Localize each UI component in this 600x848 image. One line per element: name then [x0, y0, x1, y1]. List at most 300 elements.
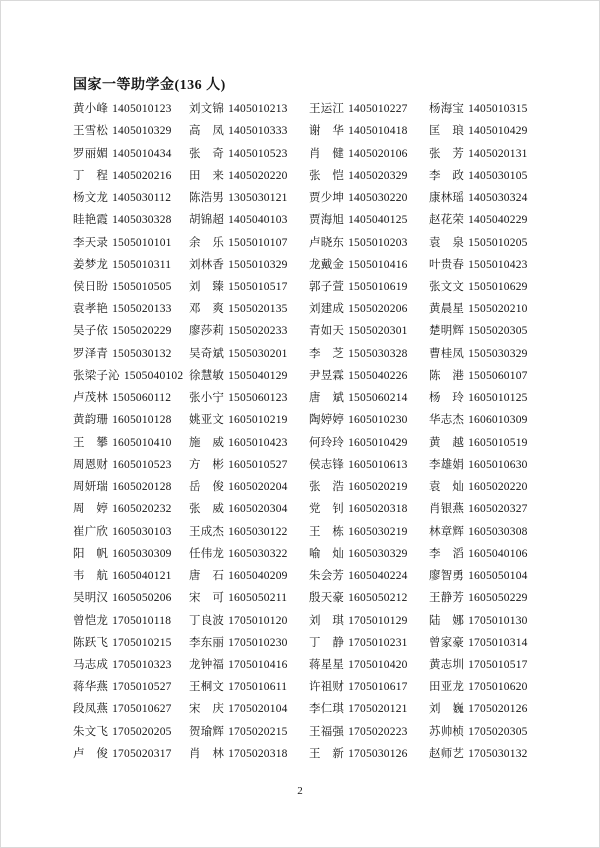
recipient-name: 胡锦超	[189, 214, 225, 227]
recipient-name: 卢晓东	[309, 236, 345, 249]
student-id: 1405040125	[348, 214, 408, 227]
table-row	[73, 564, 545, 586]
student-id: 1505020133	[112, 303, 172, 316]
student-id: 1505060214	[348, 392, 408, 405]
recipient-entry	[73, 100, 189, 116]
student-id: 1705020305	[468, 725, 528, 738]
student-id: 1705030132	[468, 747, 528, 760]
table-row	[73, 453, 545, 475]
recipient-name: 黄志圳	[429, 658, 465, 671]
recipient-name: 卢 俊	[73, 747, 109, 760]
recipient-entry	[189, 189, 309, 205]
student-id: 1505010505	[112, 280, 172, 293]
recipient-name: 朱会芳	[309, 570, 345, 583]
recipient-name: 唐 石	[189, 570, 225, 583]
recipient-entry	[189, 322, 309, 338]
recipient-name: 周恩财	[73, 458, 109, 471]
recipient-name: 任伟龙	[189, 547, 225, 560]
student-id: 1605050206	[112, 592, 172, 605]
recipient-entry	[429, 478, 545, 494]
recipient-name: 赵花荣	[429, 214, 465, 227]
recipient-entry	[429, 612, 545, 628]
recipient-name: 张 恺	[309, 169, 345, 182]
recipient-name: 曹桂凤	[429, 347, 465, 360]
recipient-name: 龙戴金	[309, 258, 345, 271]
recipient-name: 周 婷	[73, 503, 109, 516]
recipient-entry	[429, 745, 545, 761]
student-id: 1705010129	[348, 614, 408, 627]
recipient-entry	[189, 434, 309, 450]
student-id: 1605020304	[228, 503, 288, 516]
recipient-entry	[73, 456, 189, 472]
recipient-name: 周妍瑞	[73, 481, 109, 494]
student-id: 1405010329	[112, 125, 172, 138]
student-id: 1405030105	[468, 169, 528, 182]
student-id: 1605030219	[348, 525, 408, 538]
recipient-entry	[429, 189, 545, 205]
student-id: 1705020223	[348, 725, 408, 738]
recipient-name: 肖银燕	[429, 503, 465, 516]
recipient-name: 蒋星星	[309, 658, 345, 671]
student-id: 1605020220	[468, 481, 528, 494]
recipient-name: 许祖财	[309, 681, 345, 694]
student-id: 1605020327	[468, 503, 528, 516]
recipient-entry	[189, 612, 309, 628]
recipient-name: 陶婷婷	[309, 414, 345, 427]
recipient-entry	[73, 500, 189, 516]
student-id: 1605030103	[112, 525, 172, 538]
student-id: 1405020220	[228, 169, 288, 182]
student-id: 1705010314	[468, 636, 528, 649]
recipient-name: 马志成	[73, 658, 109, 671]
recipient-name: 唐 斌	[309, 392, 345, 405]
recipient-name: 王成杰	[189, 525, 225, 538]
student-id: 1705020205	[112, 725, 172, 738]
student-id: 1405040229	[468, 214, 528, 227]
recipient-entry	[73, 145, 189, 161]
recipient-name: 侯日盼	[73, 280, 109, 293]
recipient-entry	[73, 567, 189, 583]
table-row	[73, 253, 545, 275]
recipient-name: 黄 越	[429, 436, 465, 449]
table-row	[73, 141, 545, 163]
recipient-entry	[73, 411, 189, 427]
recipient-entry	[189, 589, 309, 605]
recipient-name: 姜梦龙	[73, 258, 109, 271]
recipient-name: 匡 琅	[429, 125, 465, 138]
student-id: 1405010213	[228, 103, 288, 116]
table-row	[73, 631, 545, 653]
recipient-name: 罗丽媚	[73, 147, 109, 160]
recipient-entry	[309, 523, 429, 539]
recipient-name: 陈浩男	[189, 192, 225, 205]
student-id: 1605020219	[348, 481, 408, 494]
recipient-entry	[189, 167, 309, 183]
recipient-entry	[73, 523, 189, 539]
student-id: 1605020204	[228, 481, 288, 494]
table-row	[73, 697, 545, 719]
recipient-entry	[73, 634, 189, 650]
student-id: 1505010619	[348, 280, 408, 293]
recipient-entry	[189, 545, 309, 561]
recipient-name: 王 栋	[309, 525, 345, 538]
recipient-entry	[189, 567, 309, 583]
student-id: 1605010128	[112, 414, 172, 427]
student-id: 1505030132	[112, 347, 172, 360]
student-id: 1705020121	[348, 703, 408, 716]
recipient-name: 楚明辉	[429, 325, 465, 338]
recipient-name: 李仁琪	[309, 703, 345, 716]
recipient-entry	[73, 678, 189, 694]
student-id: 1605030329	[348, 547, 408, 560]
document-title: 国家一等助学金(136 人)	[73, 78, 226, 93]
recipient-entry	[429, 700, 545, 716]
recipient-name: 王桐文	[189, 681, 225, 694]
recipient-entry	[429, 411, 545, 427]
recipient-name: 杨海宝	[429, 103, 465, 116]
recipient-entry	[189, 411, 309, 427]
student-id: 1605010613	[348, 458, 408, 471]
student-id: 1505010203	[348, 236, 408, 249]
student-id: 1405020216	[112, 169, 172, 182]
recipient-name: 吴子依	[73, 325, 109, 338]
recipient-name: 丁良波	[189, 614, 225, 627]
recipient-entry	[309, 723, 429, 739]
recipient-entry	[189, 678, 309, 694]
recipient-entry	[189, 500, 309, 516]
recipient-name: 余 乐	[189, 236, 225, 249]
recipient-name: 喻 灿	[309, 547, 345, 560]
recipient-name: 张文文	[429, 280, 465, 293]
recipient-name: 何玲玲	[309, 436, 345, 449]
recipient-name: 王静芳	[429, 592, 465, 605]
table-row	[73, 586, 545, 608]
recipient-entry	[73, 167, 189, 183]
table-row	[73, 653, 545, 675]
student-id: 1505010101	[112, 236, 172, 249]
student-id: 1705010416	[228, 658, 288, 671]
recipient-entry	[429, 656, 545, 672]
recipient-name: 刘 臻	[189, 280, 225, 293]
student-id: 1505010629	[468, 280, 528, 293]
recipient-entry	[73, 322, 189, 338]
recipient-entry	[73, 122, 189, 138]
recipient-entry	[73, 278, 189, 294]
recipient-entry	[73, 434, 189, 450]
recipient-entry	[189, 100, 309, 116]
table-row	[73, 720, 545, 742]
student-id: 1405030324	[468, 192, 528, 205]
student-id: 1605050211	[228, 592, 288, 605]
recipient-name: 张 芳	[429, 147, 465, 160]
student-id: 1505040129	[228, 369, 288, 382]
recipient-entry	[189, 234, 309, 250]
recipient-entry	[73, 589, 189, 605]
recipient-name: 王运江	[309, 103, 345, 116]
recipient-entry	[73, 478, 189, 494]
student-id: 1605010527	[228, 458, 288, 471]
student-id: 1305030121	[228, 192, 288, 205]
recipient-name: 李天录	[73, 236, 109, 249]
recipient-name: 李 滔	[429, 547, 465, 560]
student-id: 1505020135	[228, 303, 288, 316]
recipient-entry	[73, 211, 189, 227]
table-row	[73, 386, 545, 408]
student-id: 1705030126	[348, 747, 408, 760]
recipient-entry	[429, 300, 545, 316]
recipient-entry	[73, 612, 189, 628]
student-id: 1605030309	[112, 547, 172, 560]
recipient-name: 刘 巍	[429, 703, 465, 716]
recipient-name: 丁 程	[73, 169, 109, 182]
recipient-entry	[309, 678, 429, 694]
recipient-entry	[73, 189, 189, 205]
student-id: 1405010315	[468, 103, 528, 116]
recipient-entry	[189, 456, 309, 472]
student-id: 1505030329	[468, 347, 528, 360]
student-id: 1505060107	[468, 369, 528, 382]
student-id: 1405020329	[348, 169, 408, 182]
recipient-entry	[309, 634, 429, 650]
recipient-entry	[429, 211, 545, 227]
student-id: 1705010130	[468, 614, 528, 627]
recipient-entry	[429, 145, 545, 161]
recipient-entry	[309, 589, 429, 605]
recipient-entry	[73, 389, 189, 405]
table-row	[73, 675, 545, 697]
recipient-name: 赵师艺	[429, 747, 465, 760]
recipient-entry	[429, 389, 545, 405]
student-id: 1605050104	[468, 570, 528, 583]
student-id: 1705020126	[468, 703, 528, 716]
table-row	[73, 342, 545, 364]
student-id: 1505020206	[348, 303, 408, 316]
recipient-name: 王 新	[309, 747, 345, 760]
recipient-name: 阳 帆	[73, 547, 109, 560]
recipient-entry	[73, 345, 189, 361]
student-id: 1605030322	[228, 547, 288, 560]
recipient-name: 田亚龙	[429, 681, 465, 694]
table-row	[73, 97, 545, 119]
recipient-name: 党 钊	[309, 503, 345, 516]
student-id: 1605020128	[112, 481, 172, 494]
student-id: 1405030328	[112, 214, 172, 227]
table-row	[73, 186, 545, 208]
recipient-entry	[309, 278, 429, 294]
recipient-entry	[189, 278, 309, 294]
student-id: 1405040103	[228, 214, 288, 227]
table-row	[73, 319, 545, 341]
recipient-entry	[309, 745, 429, 761]
student-id: 1705010617	[348, 681, 408, 694]
recipient-entry	[73, 656, 189, 672]
student-id: 1605050229	[468, 592, 528, 605]
recipient-entry	[309, 234, 429, 250]
recipient-entry	[309, 478, 429, 494]
recipient-name: 曾恺龙	[73, 614, 109, 627]
student-id: 1505040102	[123, 369, 184, 382]
recipient-entry	[429, 345, 545, 361]
student-id: 1405010429	[468, 125, 528, 138]
recipient-entry	[73, 367, 189, 383]
student-id: 1405030220	[348, 192, 408, 205]
recipient-name: 曾家豪	[429, 636, 465, 649]
student-id: 1705010118	[112, 614, 172, 627]
recipient-name: 宋 可	[189, 592, 225, 605]
recipient-entry	[429, 122, 545, 138]
student-id: 1405010123	[112, 103, 172, 116]
recipient-name: 岳 俊	[189, 481, 225, 494]
recipient-name: 黄韵珊	[73, 414, 109, 427]
student-id: 1605010523	[112, 458, 172, 471]
recipient-entry	[309, 322, 429, 338]
student-id: 1505010517	[228, 280, 288, 293]
student-id: 1405010523	[228, 147, 288, 160]
recipient-name: 黄晨星	[429, 303, 465, 316]
recipient-entry	[309, 367, 429, 383]
student-id: 1605050212	[348, 592, 408, 605]
recipient-entry	[309, 345, 429, 361]
recipient-entry	[189, 700, 309, 716]
recipient-name: 殷天豪	[309, 592, 345, 605]
recipient-entry	[189, 723, 309, 739]
student-id: 1505030201	[228, 347, 288, 360]
recipient-name: 李 芝	[309, 347, 345, 360]
table-row	[73, 475, 545, 497]
recipient-entry	[189, 122, 309, 138]
student-id: 1405010227	[348, 103, 408, 116]
student-id: 1505040226	[348, 369, 408, 382]
recipient-name: 袁 泉	[429, 236, 465, 249]
recipient-name: 蒋华燕	[73, 681, 109, 694]
recipient-entry	[309, 389, 429, 405]
student-id: 1705020317	[112, 747, 172, 760]
student-id: 1505060123	[228, 392, 288, 405]
recipient-name: 廖智勇	[429, 570, 465, 583]
student-id: 1605010519	[468, 436, 528, 449]
recipient-entry	[309, 612, 429, 628]
recipient-name: 苏帅桢	[429, 725, 465, 738]
recipient-name: 田 来	[189, 169, 225, 182]
student-id: 1405020106	[348, 147, 408, 160]
student-id: 1505020301	[348, 325, 408, 338]
recipient-entry	[309, 300, 429, 316]
student-id: 1605040209	[228, 570, 288, 583]
recipient-name: 施 威	[189, 436, 225, 449]
recipient-entry	[309, 145, 429, 161]
table-row	[73, 297, 545, 319]
recipient-entry	[73, 700, 189, 716]
student-id: 1605010630	[468, 458, 528, 471]
table-row	[73, 208, 545, 230]
student-id: 1605010230	[348, 414, 408, 427]
recipient-entry	[189, 634, 309, 650]
student-id: 1705010231	[348, 636, 408, 649]
recipient-name: 宋 庆	[189, 703, 225, 716]
student-id: 1605040224	[348, 570, 408, 583]
table-row	[73, 519, 545, 541]
recipient-entry	[429, 434, 545, 450]
student-id: 1705020318	[228, 747, 288, 760]
student-id: 1605040106	[468, 547, 528, 560]
recipient-name: 康林瑶	[429, 192, 465, 205]
table-row	[73, 497, 545, 519]
student-id: 1705010230	[228, 636, 288, 649]
recipient-entry	[309, 456, 429, 472]
recipient-name: 贺瑜辉	[189, 725, 225, 738]
recipient-name: 刘林香	[189, 258, 225, 271]
recipient-name: 刘建成	[309, 303, 345, 316]
recipient-name: 廖莎莉	[189, 325, 225, 338]
recipient-name: 徐慧敏	[189, 369, 225, 382]
recipient-entry	[309, 545, 429, 561]
recipient-entry	[73, 256, 189, 272]
recipient-entry	[429, 322, 545, 338]
recipient-entry	[429, 167, 545, 183]
student-id: 1505010311	[112, 258, 172, 271]
recipient-name: 高 凤	[189, 125, 225, 138]
table-row	[73, 408, 545, 430]
student-id: 1605030308	[468, 525, 528, 538]
table-row	[73, 230, 545, 252]
student-id: 1405010418	[348, 125, 408, 138]
recipient-name: 韦 航	[73, 570, 109, 583]
recipient-entry	[429, 100, 545, 116]
recipient-name: 张梁子沁	[73, 369, 120, 382]
student-id: 1606010309	[468, 414, 528, 427]
recipient-entry	[189, 478, 309, 494]
student-id: 1505060112	[112, 392, 172, 405]
recipient-entry	[189, 211, 309, 227]
recipient-entry	[429, 278, 545, 294]
page-number: 2	[297, 785, 303, 797]
recipient-name: 王 攀	[73, 436, 109, 449]
recipient-name: 华志杰	[429, 414, 465, 427]
recipient-entry	[189, 256, 309, 272]
recipient-entry	[189, 145, 309, 161]
student-id: 1605020318	[348, 503, 408, 516]
recipient-entry	[73, 300, 189, 316]
recipient-name: 罗泽青	[73, 347, 109, 360]
recipient-name: 肖 林	[189, 747, 225, 760]
recipient-entry	[429, 678, 545, 694]
student-id: 1505020210	[468, 303, 528, 316]
recipient-name: 李雄娟	[429, 458, 465, 471]
recipient-entry	[309, 122, 429, 138]
recipient-entry	[189, 367, 309, 383]
recipient-name: 崔广欣	[73, 525, 109, 538]
recipient-name: 张小宁	[189, 392, 225, 405]
recipient-entry	[309, 256, 429, 272]
recipient-name: 李东丽	[189, 636, 225, 649]
table-row	[73, 542, 545, 564]
table-row	[73, 608, 545, 630]
recipient-entry	[189, 656, 309, 672]
recipient-name: 姚亚文	[189, 414, 225, 427]
recipient-name: 陆 娜	[429, 614, 465, 627]
recipient-name: 眭艳霞	[73, 214, 109, 227]
recipient-name: 邓 爽	[189, 303, 225, 316]
recipient-name: 朱文飞	[73, 725, 109, 738]
student-id: 1705020104	[228, 703, 288, 716]
recipient-name: 侯志锋	[309, 458, 345, 471]
student-id: 1605010219	[228, 414, 288, 427]
recipient-name: 吴奇斌	[189, 347, 225, 360]
table-row	[73, 364, 545, 386]
recipient-name: 张 奇	[189, 147, 225, 160]
student-id: 1405010333	[228, 125, 288, 138]
recipient-name: 段凤燕	[73, 703, 109, 716]
